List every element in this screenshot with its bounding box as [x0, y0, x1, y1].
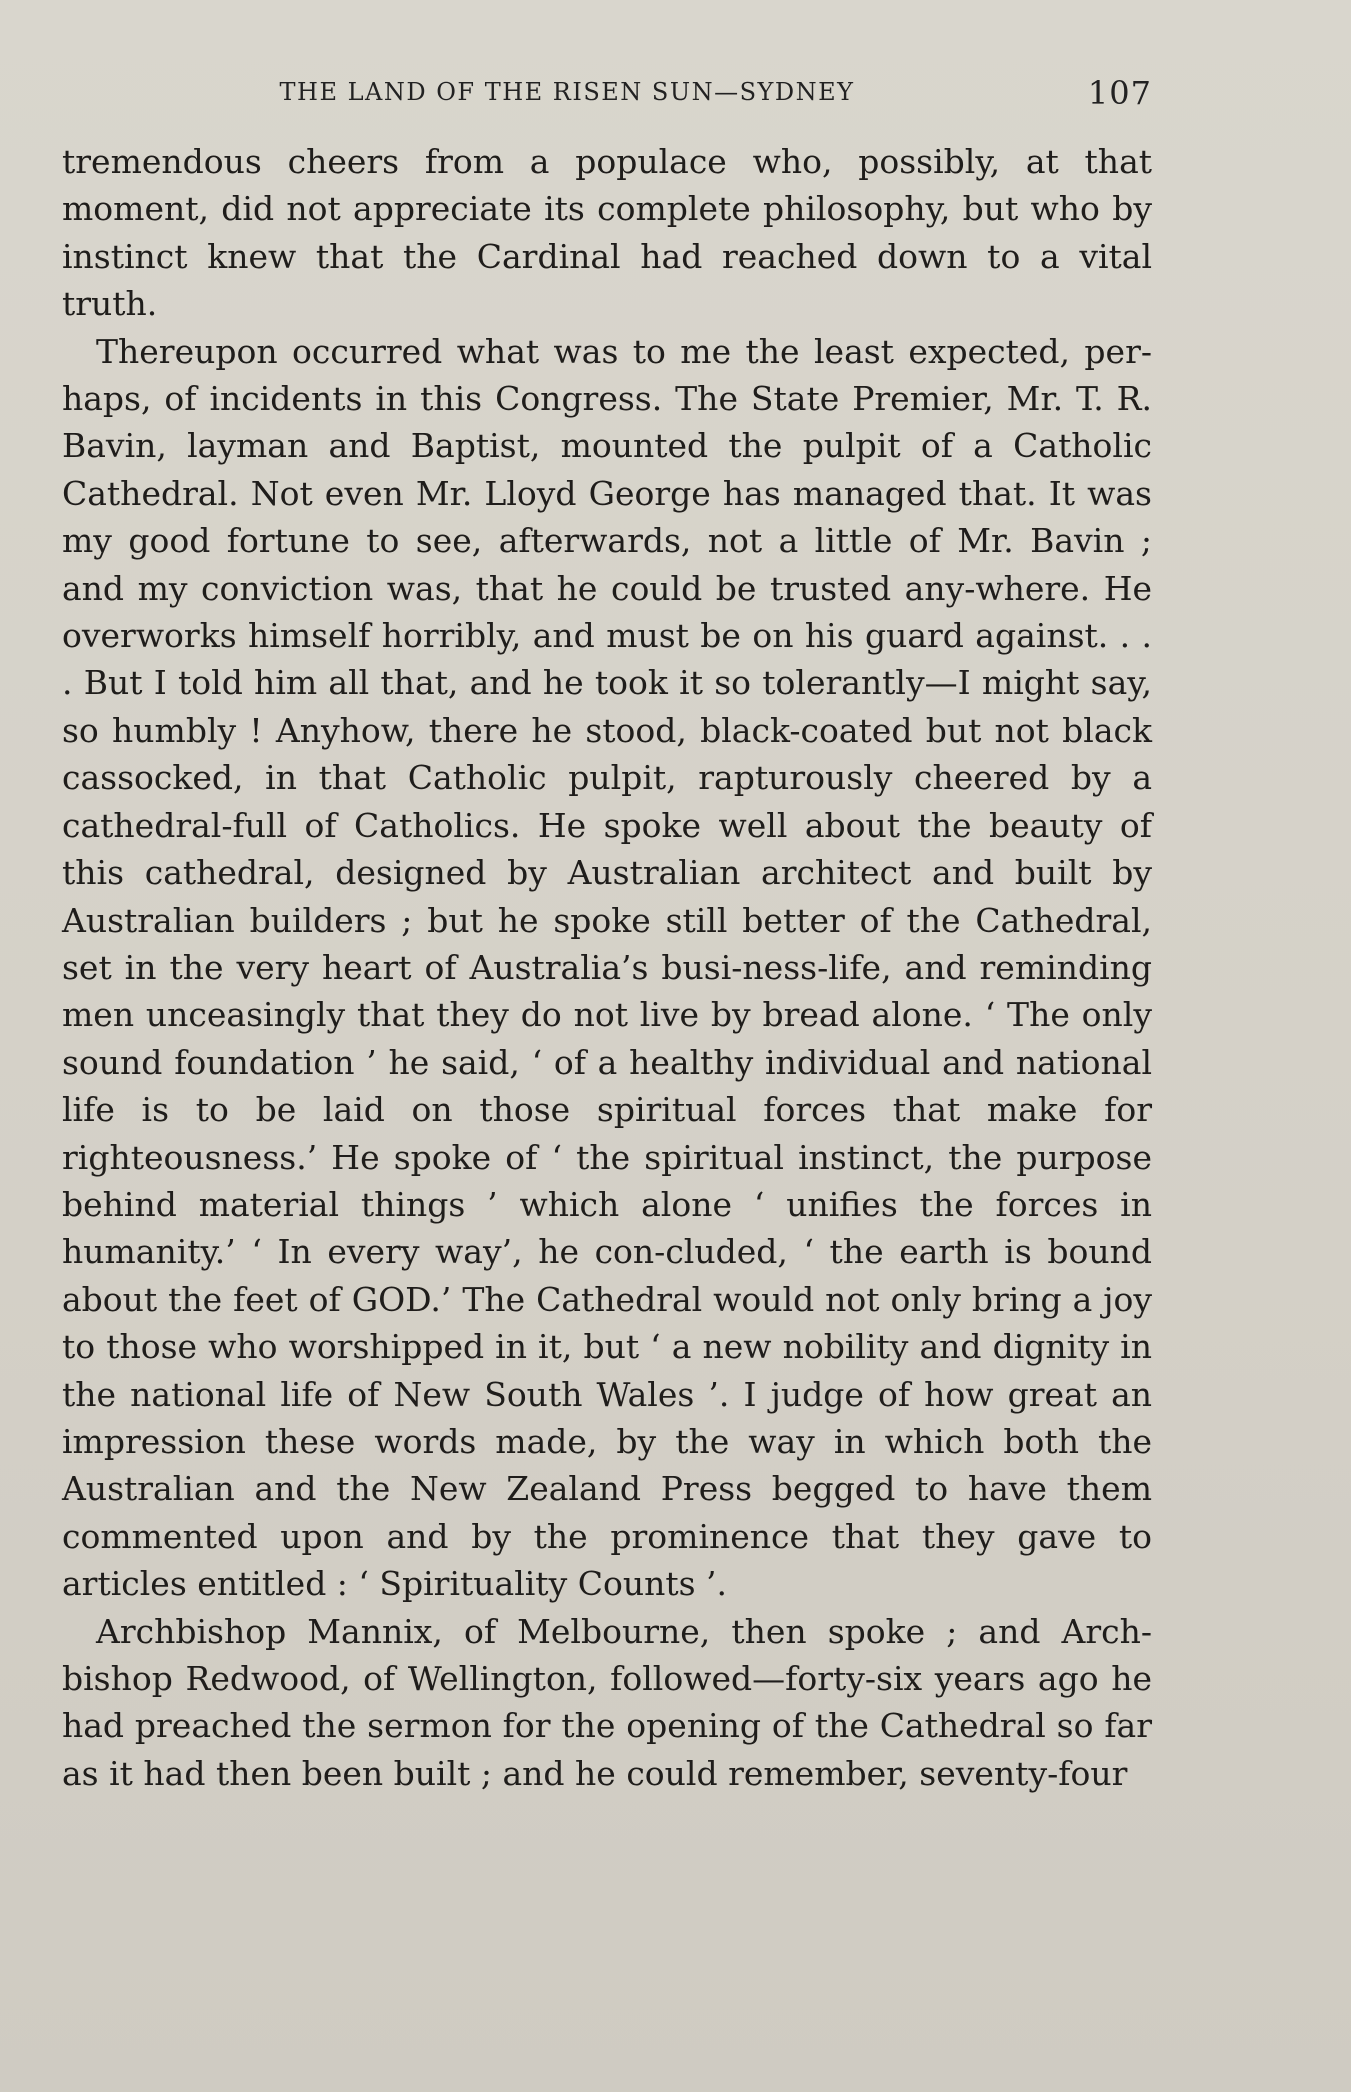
- paragraph-3: Archbishop Mannix, of Melbourne, then spoke ; and Arch-bishop Redwood, of Wellington, followed—forty-six years ago he had preached the sermon for the opening of the Cathedral so far as it had then been built ; and he could remember, seventy-four: [62, 1611, 1152, 1793]
- paragraph-1: tremendous cheers from a populace who, possibly, at that moment, did not appreciate its complete philosophy, but who by instinct knew that the Cardinal had reached down to a vital truth.: [62, 142, 1152, 324]
- body-text: [62, 138, 1152, 1797]
- running-head: [62, 74, 1152, 118]
- page-number: 107: [1087, 74, 1152, 112]
- running-title: THE LAND OF THE RISEN SUN—SYDNEY: [279, 78, 855, 106]
- paragraph-2: Thereupon occurred what was to me the least expected, per-haps, of incidents in this Congress. The State Premier, Mr. T. R. Bavin, layman and Baptist, mounted the pulpit of a Catholic Cathedral. Not even Mr. Lloyd George has managed that. It was my good fortune to see, afterwards, not a little of Mr. Bavin ; and my conviction was, that he could be trusted any-where. He overworks himself horribly, and must be on his guard against. . . . But I told him all that, and he took it so tolerantly—I might say, so humbly ! Anyhow, there he stood, black-coated but not black cassocked, in that Catholic pulpit, rapturously cheered by a cathedral-full of Catholics. He spoke well about the beauty of this cathedral, designed by Australian architect and built by Australian builders ; but he spoke still better of the Cathedral, set in the very heart of Australia’s busi-ness-life, and reminding men unceasingly that they do not live by bread alone. ‘ The only sound foundation ’ he said, ‘ of a healthy individual and national life is to be laid on those spiritual forces that make for righteousness.’ He spoke of ‘ the spiritual instinct, the purpose behind material things ’ which alone ‘ unifies the forces in humanity.’ ‘ In every way’, he con-cluded, ‘ the earth is bound about the feet of GOD.’ The Cathedral would not only bring a joy to those who worshipped in it, but ‘ a new nobility and dignity in the national life of New South Wales ’. I judge of how great an impression these words made, by the way in which both the Australian and the New Zealand Press begged to have them commented upon and by the prominence that they gave to articles entitled : ‘ Spirituality Counts ’.: [62, 331, 1152, 1604]
